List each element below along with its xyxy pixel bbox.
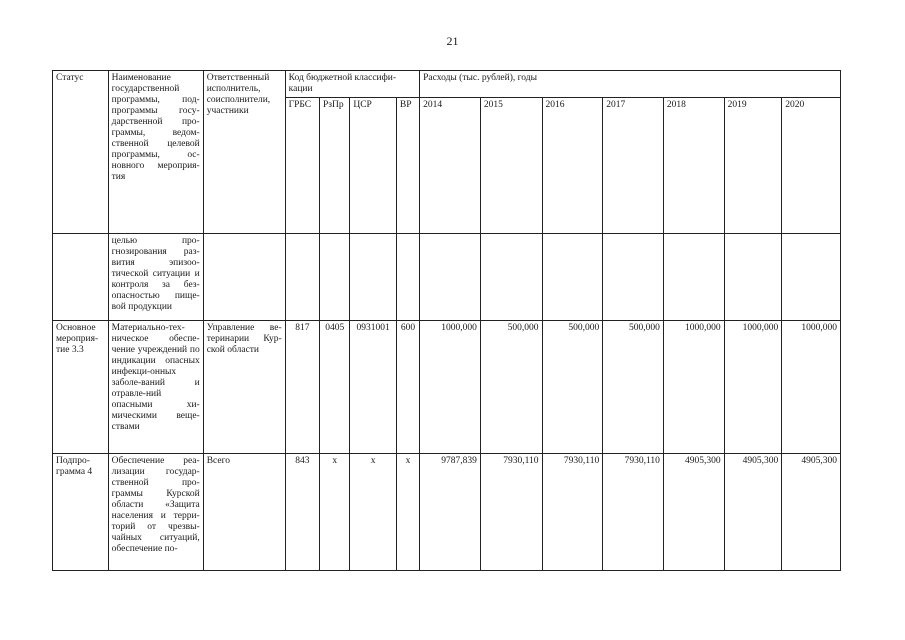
cell-value: 1000,000 — [724, 321, 782, 454]
table-header-row — [53, 71, 841, 98]
cell-csr: 0931001 — [350, 321, 397, 454]
cell-value: 4905,300 — [663, 454, 724, 571]
cell-value: 4905,300 — [782, 454, 841, 571]
header-rzpr: РзПр — [320, 98, 350, 234]
cell-grbs: 843 — [285, 454, 319, 571]
cell-value — [603, 234, 664, 321]
cell-value: 4905,300 — [724, 454, 782, 571]
cell-value: 500,000 — [542, 321, 603, 454]
cell-vr: 600 — [396, 321, 419, 454]
cell-vr — [396, 234, 419, 321]
header-budget-code: Код бюджетной классифи-кации — [285, 71, 420, 98]
cell-value — [420, 234, 481, 321]
cell-value: 1000,000 — [663, 321, 724, 454]
cell-value: 1000,000 — [420, 321, 481, 454]
cell-csr — [350, 234, 397, 321]
header-year: 2018 — [663, 98, 724, 234]
cell-value — [782, 234, 841, 321]
cell-value: 9787,839 — [420, 454, 481, 571]
cell-csr: х — [350, 454, 397, 571]
cell-grbs — [285, 234, 319, 321]
cell-rzpr: х — [320, 454, 350, 571]
cell-value: 7930,110 — [603, 454, 664, 571]
cell-grbs: 817 — [285, 321, 319, 454]
cell-value: 7930,110 — [542, 454, 603, 571]
table-row — [53, 454, 841, 571]
budget-table — [52, 70, 841, 571]
cell-value — [724, 234, 782, 321]
cell-responsible — [203, 234, 285, 321]
cell-program-name: Обеспечение реа-лизации государ-ственной про-граммы Курской области «Защита населения и терри-торий от чрезвы-чайных ситуаций, обеспечение по- — [108, 454, 203, 571]
cell-value — [480, 234, 542, 321]
cell-value — [663, 234, 724, 321]
header-expenses: Расходы (тыс. рублей), годы — [420, 71, 841, 98]
cell-status: Основное мероприя-тие 3.3 — [53, 321, 109, 454]
page-number: 21 — [446, 34, 459, 48]
cell-program-name: Материально-тех-ническое обеспе-чение учреждений по индикации опасных инфекци-онных заболе-ваний и отравле-ний опасными хи-мическими веще-ствами — [108, 321, 203, 454]
table-row — [53, 321, 841, 454]
header-year: 2015 — [480, 98, 542, 234]
header-year: 2014 — [420, 98, 481, 234]
header-year: 2017 — [603, 98, 664, 234]
cell-rzpr — [320, 234, 350, 321]
cell-value: 7930,110 — [480, 454, 542, 571]
cell-vr: х — [396, 454, 419, 571]
cell-responsible: Управление ве-теринарии Кур-ской области — [203, 321, 285, 454]
cell-value: 1000,000 — [782, 321, 841, 454]
cell-status — [53, 234, 109, 321]
header-program-name: Наименование государственной программы, под-программы госу-дарственной про-граммы, ведом-ственной целевой программы, ос-новного мероприя-тия — [108, 71, 203, 234]
header-grbs: ГРБС — [285, 98, 319, 234]
cell-value: 500,000 — [480, 321, 542, 454]
cell-status: Подпро-грамма 4 — [53, 454, 109, 571]
header-year: 2020 — [782, 98, 841, 234]
cell-rzpr: 0405 — [320, 321, 350, 454]
header-year: 2016 — [542, 98, 603, 234]
header-csr: ЦСР — [350, 98, 397, 234]
header-vr: ВР — [396, 98, 419, 234]
cell-value — [542, 234, 603, 321]
cell-responsible: Всего — [203, 454, 285, 571]
header-status: Статус — [53, 71, 109, 234]
header-year: 2019 — [724, 98, 782, 234]
cell-program-name: целью про-гнозирования раз-вития эпизоо-тической ситуации и контроля за без-опасностью пище-вой продукции — [108, 234, 203, 321]
table-row — [53, 234, 841, 321]
cell-value: 500,000 — [603, 321, 664, 454]
header-responsible: Ответственный исполнитель, соисполнители, участники — [203, 71, 285, 234]
